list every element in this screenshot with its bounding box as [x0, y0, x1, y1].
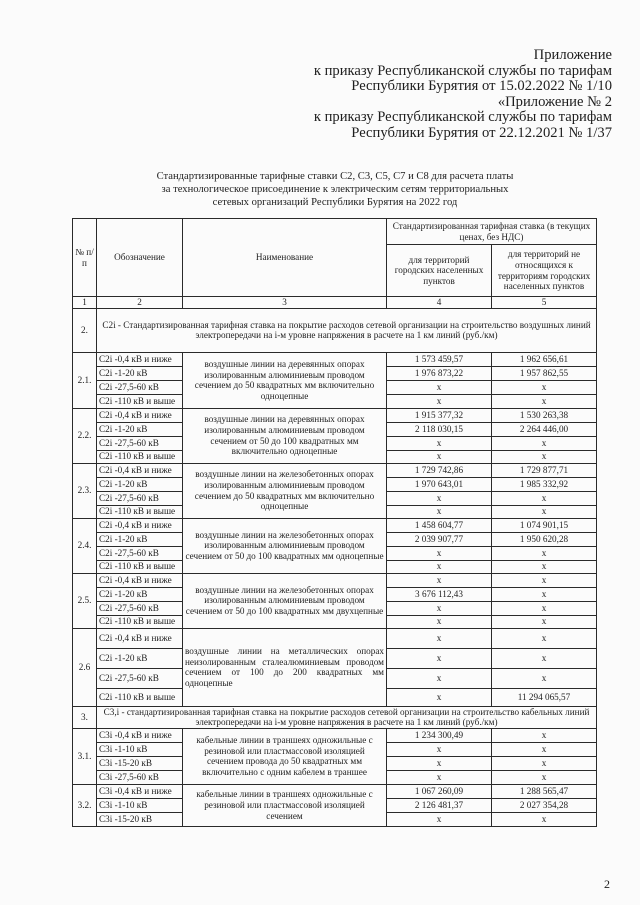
- column-number: 3: [183, 297, 387, 309]
- rate-rural: x: [492, 505, 597, 518]
- rate-urban: 2 126 481,37: [387, 798, 492, 812]
- table-row: [73, 518, 597, 532]
- designation-cell: C2i -0,4 кВ и ниже: [97, 518, 183, 532]
- table-row: [73, 463, 597, 477]
- designation-cell: C2i -0,4 кВ и ниже: [97, 628, 183, 648]
- table-row: [73, 352, 597, 366]
- rate-urban: 3 676 112,43: [387, 587, 492, 601]
- rate-rural: x: [492, 728, 597, 742]
- rate-urban: 1 976 873,22: [387, 366, 492, 380]
- designation-cell: C2i -27,5-60 кВ: [97, 668, 183, 688]
- rate-rural: x: [492, 491, 597, 505]
- header-num: № п/п: [73, 219, 97, 297]
- designation-cell: C2i -0,4 кВ и ниже: [97, 463, 183, 477]
- designation-cell: C3i -1-10 кВ: [97, 742, 183, 756]
- designation-cell: C2i -1-20 кВ: [97, 477, 183, 491]
- group-number: 3.2.: [73, 784, 97, 826]
- rate-urban: x: [387, 505, 492, 518]
- rate-rural: x: [492, 546, 597, 560]
- designation-cell: C2i -1-20 кВ: [97, 532, 183, 546]
- rate-urban: x: [387, 688, 492, 706]
- column-number: 1: [73, 297, 97, 309]
- rate-urban: 1 915 377,32: [387, 408, 492, 422]
- designation-cell: C2i -110 кВ и выше: [97, 505, 183, 518]
- designation-cell: C2i -27,5-60 кВ: [97, 601, 183, 615]
- title-line: Стандартизированные тарифные ставки С2, С3, С5, С7 и С8 для расчета платы: [156, 171, 514, 182]
- group-number: 2.6: [73, 628, 97, 706]
- designation-cell: C2i -0,4 кВ и ниже: [97, 573, 183, 587]
- rate-rural: 1 957 862,55: [492, 366, 597, 380]
- rate-urban: x: [387, 450, 492, 463]
- section-number: 2.: [73, 308, 97, 352]
- line-type-name: воздушные линии на железобетонных опорах изолированным алюминиевым проводом сечением от 50 до 100 квадратных мм двухцепные: [183, 573, 387, 628]
- rate-urban: x: [387, 812, 492, 826]
- rate-urban: x: [387, 668, 492, 688]
- section-text: C3,i - стандартизированная тарифная ставка на покрытие расходов сетевой организации на строительство кабельных линий электропередачи на i-м уровне напряжения в расчете на 1 км линий (руб./км): [97, 706, 597, 728]
- rate-rural: 11 294 065,57: [492, 688, 597, 706]
- tariff-table: [72, 218, 597, 827]
- rate-urban: 1 729 742,86: [387, 463, 492, 477]
- designation-cell: C2i -0,4 кВ и ниже: [97, 352, 183, 366]
- rate-urban: 1 458 604,77: [387, 518, 492, 532]
- designation-cell: C2i -1-20 кВ: [97, 422, 183, 436]
- rate-rural: 1 729 877,71: [492, 463, 597, 477]
- rate-urban: x: [387, 756, 492, 770]
- rate-urban: x: [387, 560, 492, 573]
- designation-cell: C2i -1-20 кВ: [97, 366, 183, 380]
- group-number: 2.3.: [73, 463, 97, 518]
- table-row: [73, 628, 597, 648]
- rate-urban: x: [387, 615, 492, 628]
- rate-rural: x: [492, 436, 597, 450]
- table-row: [73, 784, 597, 798]
- rate-urban: x: [387, 770, 492, 784]
- line-type-name: воздушные линии на деревянных опорах изолированным алюминиевым проводом сечением от 50 до 100 квадратных мм включительно одноцепные: [183, 408, 387, 463]
- designation-cell: C2i -27,5-60 кВ: [97, 491, 183, 505]
- designation-cell: C2i -0,4 кВ и ниже: [97, 408, 183, 422]
- designation-cell: C2i -27,5-60 кВ: [97, 436, 183, 450]
- rate-rural: x: [492, 573, 597, 587]
- rate-urban: x: [387, 573, 492, 587]
- header-rural: для территорий не относящихся к территориям городских населенных пунктов: [492, 245, 597, 297]
- rate-rural: 2 264 446,00: [492, 422, 597, 436]
- designation-cell: C3i -15-20 кВ: [97, 812, 183, 826]
- group-number: 2.4.: [73, 518, 97, 573]
- rate-urban: x: [387, 394, 492, 408]
- section-number: 3.: [73, 706, 97, 728]
- document-title: [100, 170, 570, 209]
- group-number: 2.5.: [73, 573, 97, 628]
- section-row: [73, 308, 597, 352]
- rate-urban: 1 067 260,09: [387, 784, 492, 798]
- designation-cell: C3i -1-10 кВ: [97, 798, 183, 812]
- rate-rural: x: [492, 601, 597, 615]
- line-type-name: воздушные линии на железобетонных опорах изолированным алюминиевым проводом сечением от 50 до 100 квадратных мм одноцепные: [183, 518, 387, 573]
- rate-rural: 1 950 620,28: [492, 532, 597, 546]
- line-type-name: кабельные линии в траншеях одножильные с резиновой или пластмассовой изоляцией сечением: [183, 784, 387, 826]
- rate-rural: 1 962 656,61: [492, 352, 597, 366]
- group-number: 2.1.: [73, 352, 97, 408]
- rate-urban: x: [387, 491, 492, 505]
- designation-cell: C2i -110 кВ и выше: [97, 560, 183, 573]
- order-header: [314, 48, 612, 142]
- designation-cell: C2i -110 кВ и выше: [97, 615, 183, 628]
- rate-urban: x: [387, 648, 492, 668]
- rate-urban: 1 573 459,57: [387, 352, 492, 366]
- rate-rural: 1 288 565,47: [492, 784, 597, 798]
- rate-rural: x: [492, 450, 597, 463]
- rate-urban: x: [387, 601, 492, 615]
- designation-cell: C3i -0,4 кВ и ниже: [97, 728, 183, 742]
- column-number: 4: [387, 297, 492, 309]
- header-rate: Стандартизированная тарифная ставка (в текущих ценах, без НДС): [387, 219, 597, 245]
- header-name: Наименование: [183, 219, 387, 297]
- designation-cell: C2i -110 кВ и выше: [97, 688, 183, 706]
- rate-rural: x: [492, 756, 597, 770]
- rate-rural: 1 530 263,38: [492, 408, 597, 422]
- rate-rural: 2 027 354,28: [492, 798, 597, 812]
- line-type-name: кабельные линии в траншеях одножильные с резиновой или пластмассовой изоляцией сечением провода до 50 квадратных мм включительно с одним кабелем в траншее: [183, 728, 387, 784]
- header-line: Республики Бурятия от 22.12.2021 № 1/37: [351, 124, 612, 141]
- title-line: за технологическое присоединение к электрическим сетям территориальных: [161, 184, 509, 195]
- header-line: Приложение: [533, 47, 612, 63]
- rate-rural: x: [492, 380, 597, 394]
- rate-urban: 2 118 030,15: [387, 422, 492, 436]
- header-urban: для территорий городских населенных пунктов: [387, 245, 492, 297]
- rate-urban: 1 970 643,01: [387, 477, 492, 491]
- header-line: «Приложение № 2: [497, 93, 612, 110]
- designation-cell: C3i -15-20 кВ: [97, 756, 183, 770]
- line-type-name: воздушные линии на деревянных опорах изолированным алюминиевым проводом сечением до 50 квадратных мм включительно одноцепные: [183, 352, 387, 408]
- line-type-name: воздушные линии на железобетонных опорах изолированным алюминиевым проводом сечением до 50 квадратных мм включительно одноцепные: [183, 463, 387, 518]
- rate-urban: x: [387, 546, 492, 560]
- group-number: 3.1.: [73, 728, 97, 784]
- rate-rural: x: [492, 812, 597, 826]
- rate-rural: x: [492, 615, 597, 628]
- rate-rural: 1 074 901,15: [492, 518, 597, 532]
- designation-cell: C2i -27,5-60 кВ: [97, 546, 183, 560]
- designation-cell: C2i -27,5-60 кВ: [97, 380, 183, 394]
- designation-cell: C2i -1-20 кВ: [97, 587, 183, 601]
- section-row: [73, 706, 597, 728]
- rate-urban: x: [387, 742, 492, 756]
- group-number: 2.2.: [73, 408, 97, 463]
- rate-rural: x: [492, 770, 597, 784]
- rate-urban: 2 039 907,77: [387, 532, 492, 546]
- table-row: [73, 573, 597, 587]
- column-number: 2: [97, 297, 183, 309]
- title-line: сетевых организаций Республики Бурятия на 2022 год: [212, 197, 458, 208]
- rate-urban: 1 234 300,49: [387, 728, 492, 742]
- header-designation: Обозначение: [97, 219, 183, 297]
- rate-rural: 1 985 332,92: [492, 477, 597, 491]
- line-type-name: воздушные линии на металлических опорах неизолированным сталеалюминиевым проводом сечением от 100 до 200 квадратных мм одноцепные: [183, 628, 387, 706]
- page-number: 2: [604, 877, 610, 891]
- rate-rural: x: [492, 587, 597, 601]
- header-line: к приказу Республиканской службы по тарифам: [313, 109, 612, 126]
- rate-rural: x: [492, 628, 597, 648]
- rate-rural: x: [492, 394, 597, 408]
- table-row: [73, 408, 597, 422]
- rate-urban: x: [387, 436, 492, 450]
- header-line: к приказу Республиканской службы по тарифам: [313, 62, 612, 79]
- designation-cell: C3i -0,4 кВ и ниже: [97, 784, 183, 798]
- header-line: Республики Бурятия от 15.02.2022 № 1/10: [351, 78, 612, 95]
- designation-cell: C2i -110 кВ и выше: [97, 450, 183, 463]
- rate-rural: x: [492, 742, 597, 756]
- rate-rural: x: [492, 648, 597, 668]
- rate-rural: x: [492, 560, 597, 573]
- designation-cell: C2i -1-20 кВ: [97, 648, 183, 668]
- rate-urban: x: [387, 628, 492, 648]
- designation-cell: C2i -110 кВ и выше: [97, 394, 183, 408]
- column-number: 5: [492, 297, 597, 309]
- rate-urban: x: [387, 380, 492, 394]
- section-text: C2i - Стандартизированная тарифная ставка на покрытие расходов сетевой организации на строительство воздушных линий электропередачи на i-м уровне напряжения в расчете на 1 км линий (руб./км): [97, 308, 597, 352]
- designation-cell: C3i -27,5-60 кВ: [97, 770, 183, 784]
- rate-rural: x: [492, 668, 597, 688]
- table-row: [73, 728, 597, 742]
